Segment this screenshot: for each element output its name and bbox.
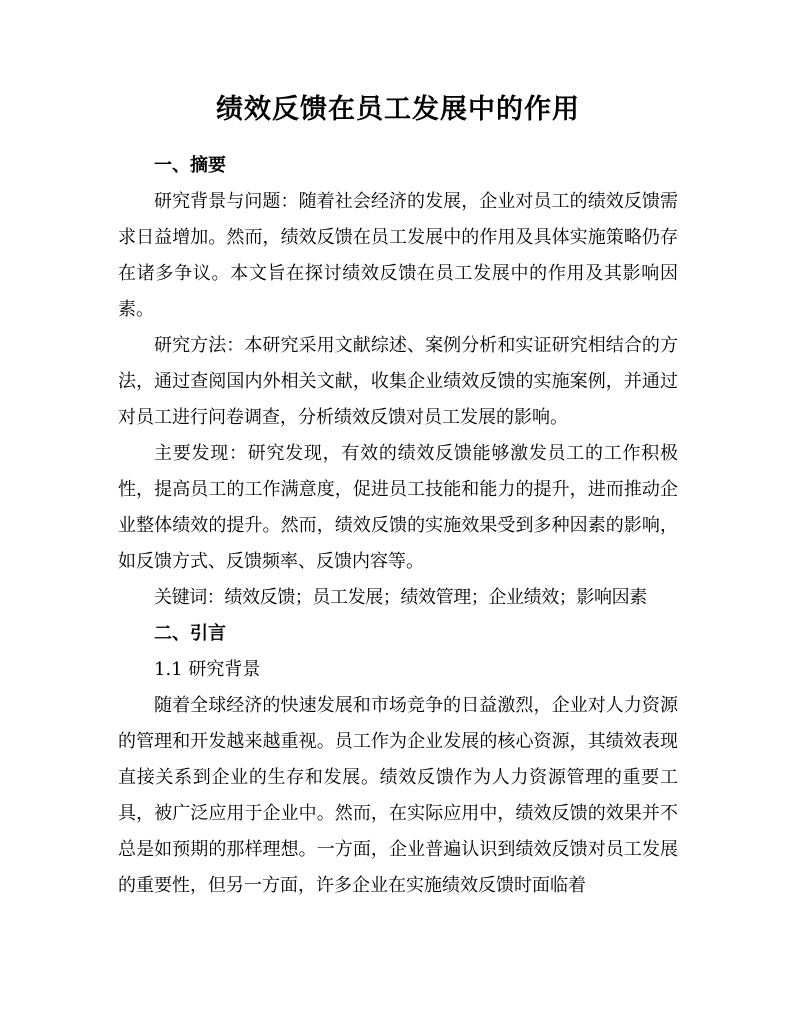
introduction-paragraph: 随着全球经济的快速发展和市场竞争的日益激烈，企业对人力资源的管理和开发越来越重视。员工作为企业发展的核心资源，其绩效表现直接关系到企业的生存和发展。绩效反馈作为人力资源管理的重要工具，被广泛应用于企业中。然而，在实际应用中，绩效反馈的效果并不总是如预期的那样理想。一方面，企业普遍认识到绩效反馈对员工发展的重要性，但另一方面，许多企业在实施绩效反馈时面临着 <box>118 695 678 896</box>
keywords-line: 关键词：绩效反馈；员工发展；绩效管理；企业绩效；影响因素 <box>154 587 647 608</box>
subsection-heading-background: 1.1 研究背景 <box>154 659 261 680</box>
document-title: 绩效反馈在员工发展中的作用 <box>216 94 580 125</box>
abstract-background-paragraph: 研究背景与问题：随着社会经济的发展，企业对员工的绩效反馈需求日益增加。然而，绩效反馈在员工发展中的作用及具体实施策略仍存在诸多争议。本文旨在探讨绩效反馈在员工发展中的作用及其影响因素。 <box>118 191 678 320</box>
section-heading-abstract: 一、摘要 <box>154 155 226 176</box>
abstract-methods-paragraph: 研究方法：本研究采用文献综述、案例分析和实证研究相结合的方法，通过查阅国内外相关文献，收集企业绩效反馈的实施案例，并通过对员工进行问卷调查，分析绩效反馈对员工发展的影响。 <box>118 335 678 428</box>
abstract-findings-paragraph: 主要发现：研究发现，有效的绩效反馈能够激发员工的工作积极性，提高员工的工作满意度，促进员工技能和能力的提升，进而推动企业整体绩效的提升。然而，绩效反馈的实施效果受到多种因素的影响，如反馈方式、反馈频率、反馈内容等。 <box>118 443 678 572</box>
document-page <box>118 88 678 904</box>
section-heading-introduction: 二、引言 <box>154 623 226 644</box>
